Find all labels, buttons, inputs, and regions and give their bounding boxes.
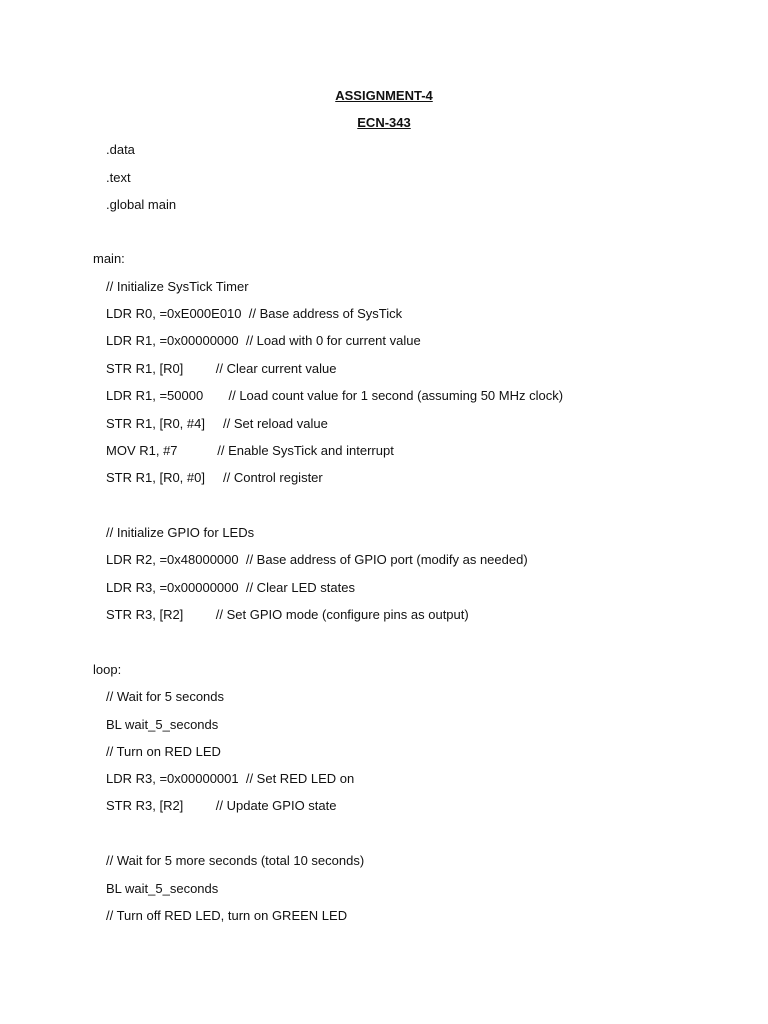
code-line: MOV R1, #7 // Enable SysTick and interrupt xyxy=(106,443,394,458)
course-code: ECN-343 xyxy=(357,115,411,130)
code-line: STR R3, [R2] // Set GPIO mode (configure pins as output) xyxy=(106,607,469,622)
code-line: LDR R0, =0xE000E010 // Base address of SysTick xyxy=(106,306,403,321)
code-line: BL wait_5_seconds xyxy=(106,717,219,732)
code-comment: // Turn off RED LED, turn on GREEN LED xyxy=(106,908,348,923)
code-comment: // Initialize GPIO for LEDs xyxy=(106,525,255,540)
code-comment: // Initialize SysTick Timer xyxy=(106,279,249,294)
code-line: STR R1, [R0, #0] // Control register xyxy=(106,470,323,485)
code-line: BL wait_5_seconds xyxy=(106,881,219,896)
code-line: STR R1, [R0, #4] // Set reload value xyxy=(106,416,328,431)
code-line: LDR R3, =0x00000001 // Set RED LED on xyxy=(106,771,355,786)
code-line: LDR R2, =0x48000000 // Base address of GPIO port (modify as needed) xyxy=(106,552,528,567)
code-line: .text xyxy=(106,170,131,185)
code-line: STR R1, [R0] // Clear current value xyxy=(106,361,337,376)
code-label: loop: xyxy=(93,662,122,677)
code-line: .global main xyxy=(106,197,177,212)
document-title: ASSIGNMENT-4 xyxy=(335,88,433,103)
code-label: main: xyxy=(93,251,125,266)
code-line: LDR R1, =50000 // Load count value for 1 second (assuming 50 MHz clock) xyxy=(106,388,564,403)
code-comment: // Wait for 5 more seconds (total 10 seconds) xyxy=(106,853,365,868)
code-line: LDR R3, =0x00000000 // Clear LED states xyxy=(106,580,355,595)
code-line: LDR R1, =0x00000000 // Load with 0 for current value xyxy=(106,333,421,348)
code-line: STR R3, [R2] // Update GPIO state xyxy=(106,798,337,813)
code-comment: // Wait for 5 seconds xyxy=(106,689,225,704)
code-line: .data xyxy=(106,142,135,157)
code-comment: // Turn on RED LED xyxy=(106,744,221,759)
